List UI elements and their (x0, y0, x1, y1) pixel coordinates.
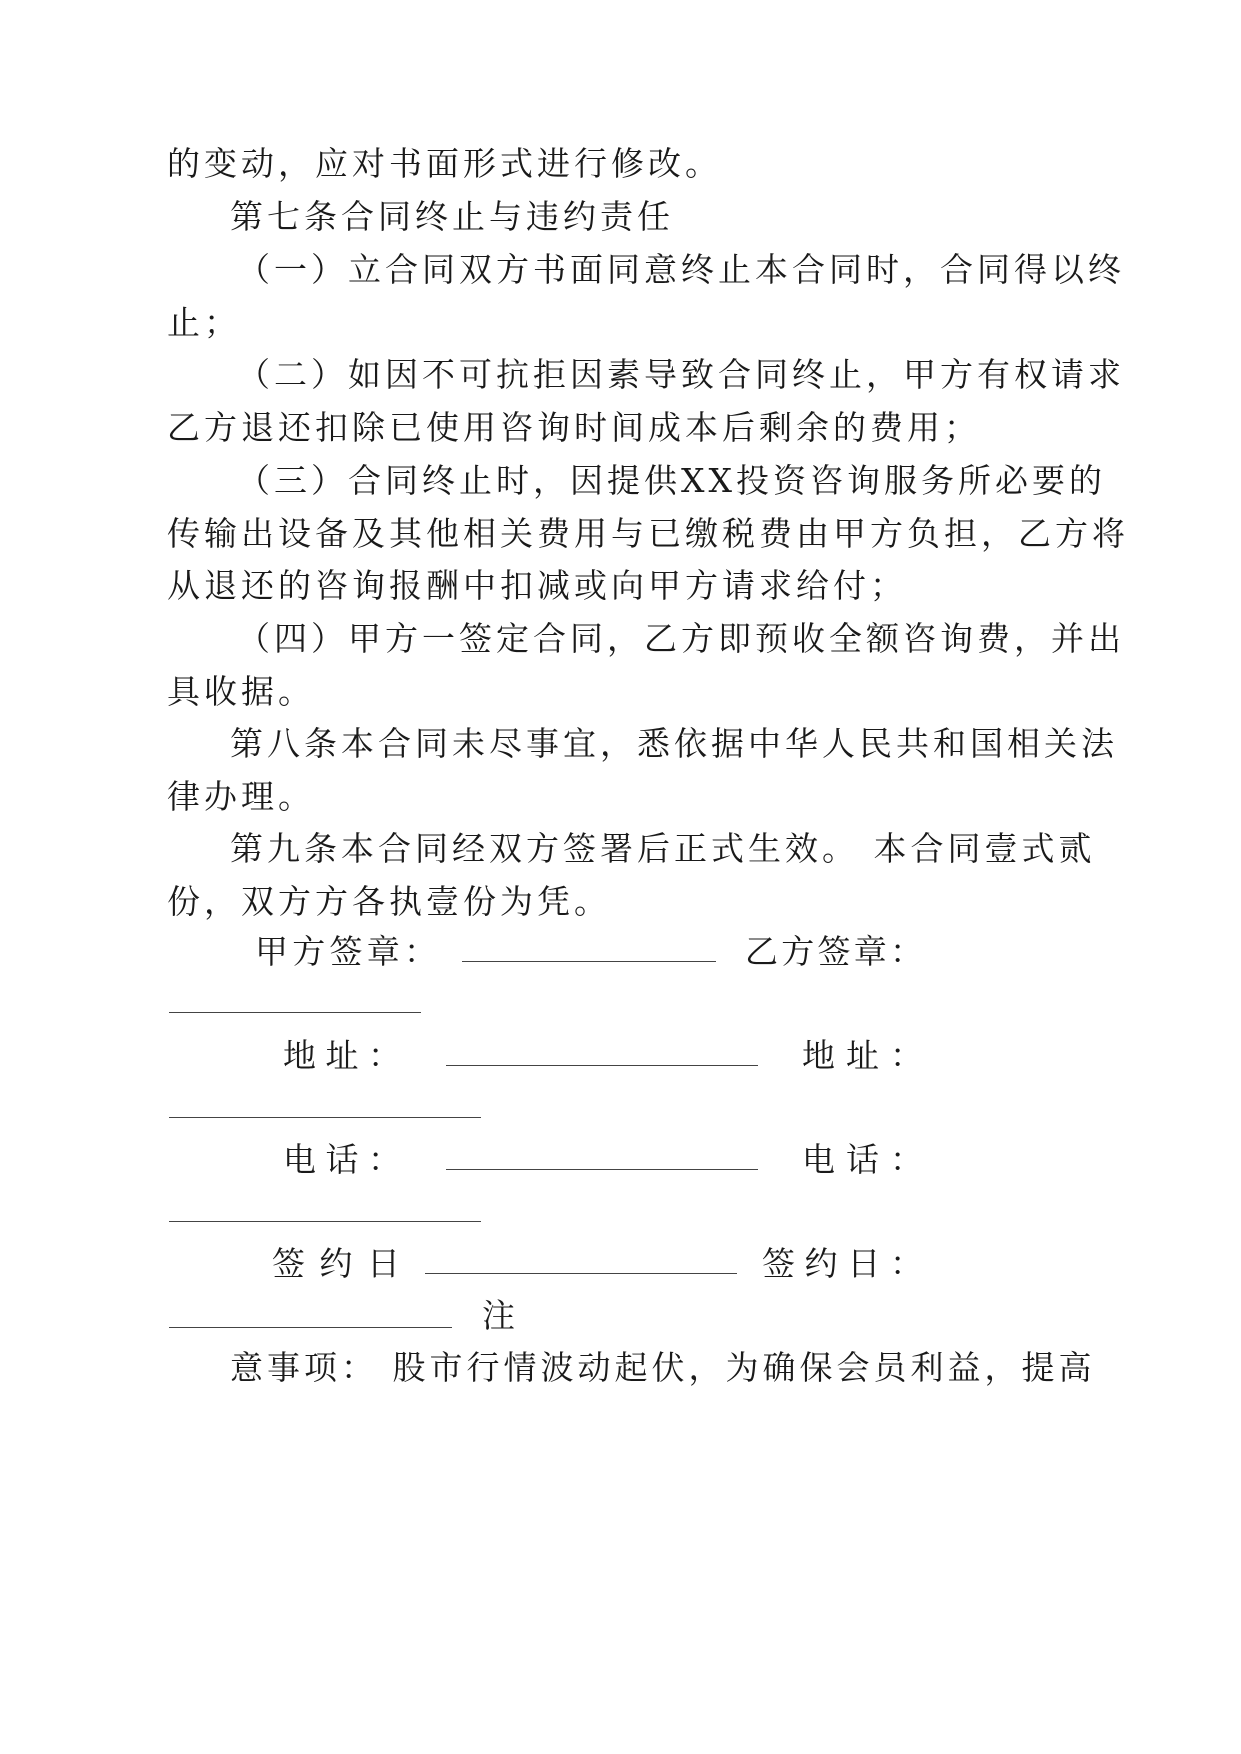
note-start-text: 注 (482, 1296, 519, 1335)
phone-row (0, 1130, 1241, 1190)
paragraph-line (0, 451, 1241, 511)
text-art9b: 份，双方方各执壹份为凭。 (167, 882, 611, 921)
signature-row (0, 922, 1241, 982)
text-art7-4b: 具收据。 (167, 672, 315, 711)
address-b-line (169, 1117, 481, 1118)
date-row (0, 1234, 1241, 1294)
notes-line (0, 1338, 1241, 1398)
party-a-sign-label: 甲方签章： (255, 932, 437, 971)
text-art7-4a: （四）甲方一签定合同，乙方即预收全额咨询费，并出 (237, 619, 1125, 658)
text-art7-3b: 传输出设备及其他相关费用与已缴税费由甲方负担，乙方将 (167, 514, 1129, 553)
paragraph-line (0, 240, 1241, 300)
text-notes-line1: 意事项： 股市行情波动起伏，为确保会员利益，提高 (230, 1348, 1096, 1387)
paragraph-line (0, 609, 1241, 669)
party-b-sign-line (169, 1012, 421, 1013)
paragraph-line (0, 819, 1241, 879)
paragraph-line (0, 398, 1241, 458)
text-art7-2a: （二）如因不可抗拒因素导致合同终止，甲方有权请求 (237, 355, 1125, 394)
text-art9a: 第九条本合同经双方签署后正式生效。 本合同壹式贰 (230, 829, 1096, 868)
address-a-label: 地址： (283, 1036, 401, 1075)
paragraph-line (0, 134, 1241, 194)
paragraph-line (0, 504, 1241, 564)
text-art8b: 律办理。 (167, 777, 315, 816)
text-art7-3a: （三）合同终止时，因提供XX投资咨询服务所必要的 (237, 461, 1106, 500)
paragraph-line (0, 767, 1241, 827)
text-art7-1b: 止； (167, 303, 241, 342)
article-7-title (0, 187, 1241, 247)
phone-b-line (169, 1221, 481, 1222)
text-art7-3c: 从退还的咨询报酬中扣减或向甲方请求给付； (167, 566, 907, 605)
paragraph-line (0, 662, 1241, 722)
text-art7-2b: 乙方退还扣除已使用咨询时间成本后剩余的费用； (167, 408, 981, 447)
date-b-line (169, 1327, 452, 1328)
party-b-sign-label: 乙方签章： (745, 932, 923, 971)
text-art8a: 第八条本合同未尽事宜，悉依据中华人民共和国相关法 (230, 724, 1118, 763)
text-art7-1a: （一）立合同双方书面同意终止本合同时，合同得以终 (237, 250, 1125, 289)
phone-b-label: 电话： (802, 1140, 923, 1179)
address-row (0, 1026, 1241, 1086)
date-row-cont (0, 1286, 1241, 1346)
date-b-label: 签约日： (762, 1244, 923, 1283)
date-a-line (425, 1273, 737, 1274)
address-a-line (446, 1065, 758, 1066)
paragraph-line (0, 556, 1241, 616)
date-a-label: 签约日 (272, 1244, 400, 1283)
phone-a-label: 电话： (283, 1140, 401, 1179)
text-art7-title: 第七条合同终止与违约责任 (230, 197, 674, 236)
paragraph-line (0, 714, 1241, 774)
text-p1-end: 的变动，应对书面形式进行修改。 (167, 144, 722, 183)
party-a-sign-line (462, 961, 716, 962)
paragraph-line (0, 345, 1241, 405)
phone-a-line (446, 1169, 758, 1170)
paragraph-line (0, 293, 1241, 353)
address-b-label: 地址： (802, 1036, 923, 1075)
